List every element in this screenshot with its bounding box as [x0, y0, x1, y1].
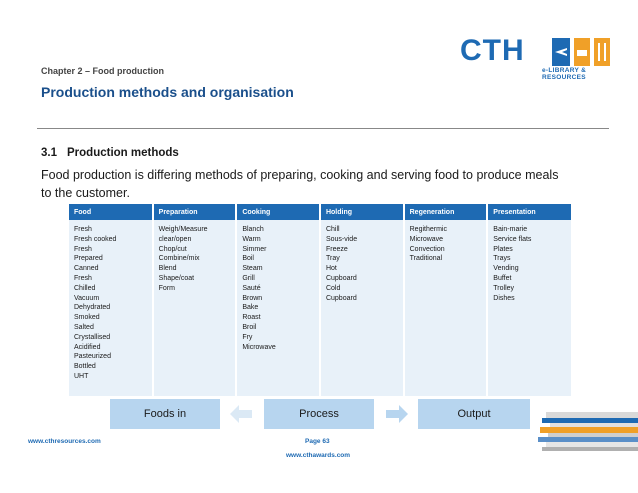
- table-cell-holding: [320, 220, 404, 396]
- table-cell-item: Prepared: [74, 255, 103, 263]
- table-cell-item: Plates: [493, 245, 513, 253]
- table-cell-item: Cupboard: [325, 274, 357, 282]
- table-cell-item: Brown: [242, 294, 263, 302]
- table-cell-item: Sauté: [242, 284, 261, 292]
- flow-step-foods-in: Foods in: [110, 399, 220, 429]
- table-cell-item: Sous-vide: [325, 235, 358, 243]
- table-cell-item: Blend: [158, 265, 177, 273]
- table-cell-item: Roast: [242, 314, 261, 322]
- table-cell-item: Combine/mix: [158, 255, 200, 263]
- page-number: Page 63: [305, 438, 330, 445]
- table-cell-item: clear/open: [158, 235, 192, 243]
- chapter-label: Chapter 2 – Food production: [41, 66, 164, 76]
- table-header-food: Food: [69, 204, 153, 220]
- airplane-icon: [552, 38, 570, 66]
- logo-icons: [552, 38, 618, 68]
- table-cell-item: Canned: [74, 265, 99, 273]
- table-cell-item: Freeze: [325, 245, 348, 253]
- table-cell-regeneration: [404, 220, 488, 396]
- table-cell-item: Tray: [325, 255, 340, 263]
- table-cell-item: Chill: [325, 226, 340, 233]
- table-cell-item: Steam: [242, 265, 263, 273]
- table-header-presentation: Presentation: [487, 204, 571, 220]
- logo-tagline: e-LIBRARY & RESOURCES: [542, 67, 587, 81]
- table-cell-item: Bottled: [74, 363, 96, 371]
- table-cell-item: Regithermic: [409, 226, 447, 233]
- table-cell-item: Service flats: [493, 235, 532, 243]
- table-cell-item: Weigh/Measure: [158, 226, 208, 233]
- flow-step-process: Process: [264, 399, 374, 429]
- table-row: [69, 220, 571, 396]
- table-cell-item: Smoked: [74, 314, 100, 322]
- table-cell-item: Boil: [242, 255, 254, 263]
- table-cell-item: Fresh cooked: [74, 235, 117, 243]
- arrow-right-icon: [386, 405, 408, 423]
- flow-step-output: Output: [418, 399, 530, 429]
- table-cell-item: Chilled: [74, 284, 96, 292]
- page-title: Production methods and organisation: [41, 84, 294, 100]
- section-heading: [41, 147, 179, 159]
- bed-icon: [574, 38, 590, 66]
- table-cell-item: Bake: [242, 304, 259, 312]
- table-cell-item: Fresh: [74, 245, 92, 253]
- table-cell-food: [69, 220, 153, 396]
- table-cell-item: Pasteurized: [74, 353, 111, 361]
- table-cell-item: Broil: [242, 323, 257, 331]
- table-cell-item: Hot: [325, 265, 337, 273]
- table-cell-item: Fresh: [74, 274, 92, 282]
- footer-awards-link[interactable]: www.cthawards.com: [286, 452, 351, 459]
- table-cell-item: Fry: [242, 333, 253, 341]
- table-cell-item: Trays: [493, 255, 511, 263]
- table-cell-item: Traditional: [409, 255, 443, 263]
- table-cell-item: Vacuum: [74, 294, 100, 302]
- table-cell-item: Convection: [409, 245, 445, 253]
- cth-logo: [460, 34, 620, 81]
- table-cell-item: Chop/cut: [158, 245, 187, 253]
- table-cell-item: Form: [158, 284, 175, 292]
- table-cell-item: Dishes: [493, 294, 515, 302]
- table-cell-item: Dehydrated: [74, 304, 111, 312]
- section-paragraph: Food production is differing methods of preparing, cooking and serving food to produce meals to the customer.: [41, 168, 559, 200]
- table-cell-item: Microwave: [409, 235, 444, 243]
- table-cell-item: Microwave: [242, 343, 276, 351]
- cutlery-icon: [594, 38, 610, 66]
- table-cell-item: Crystallised: [74, 333, 111, 341]
- table-cell-cooking: [236, 220, 320, 396]
- table-header-preparation: Preparation: [153, 204, 237, 220]
- table-cell-item: Salted: [74, 323, 94, 331]
- table-cell-item: UHT: [74, 372, 89, 380]
- header-divider: [37, 128, 609, 129]
- section-heading-text: Production methods: [67, 147, 179, 159]
- table-cell-item: Cupboard: [325, 294, 357, 302]
- table-cell-item: Buffet: [493, 274, 512, 282]
- table-cell-item: Shape/coat: [158, 274, 195, 282]
- table-cell-preparation: [153, 220, 237, 396]
- section-number: 3.1: [41, 147, 57, 159]
- table-cell-item: Blanch: [242, 226, 264, 233]
- table-header-row: [69, 204, 571, 220]
- table-cell-item: Vending: [493, 265, 519, 273]
- table-cell-item: Fresh: [74, 226, 92, 233]
- production-methods-table: [69, 204, 571, 396]
- table-header-cooking: Cooking: [236, 204, 320, 220]
- table-cell-item: Warm: [242, 235, 261, 243]
- table-cell-presentation: [487, 220, 571, 396]
- arrow-left-icon: [230, 405, 252, 423]
- table-cell-item: Acidified: [74, 343, 101, 351]
- table-cell-item: Simmer: [242, 245, 267, 253]
- book-stack-image: [536, 404, 638, 464]
- table-cell-item: Grill: [242, 274, 255, 282]
- table-header-holding: Holding: [320, 204, 404, 220]
- logo-wordmark: CTH: [460, 34, 525, 67]
- table-cell-item: Trolley: [493, 284, 515, 292]
- footer-resources-link[interactable]: www.cthresources.com: [28, 438, 101, 445]
- table-cell-item: Cold: [325, 284, 341, 292]
- table-header-regeneration: Regeneration: [404, 204, 488, 220]
- table-cell-item: Bain-marie: [493, 226, 528, 233]
